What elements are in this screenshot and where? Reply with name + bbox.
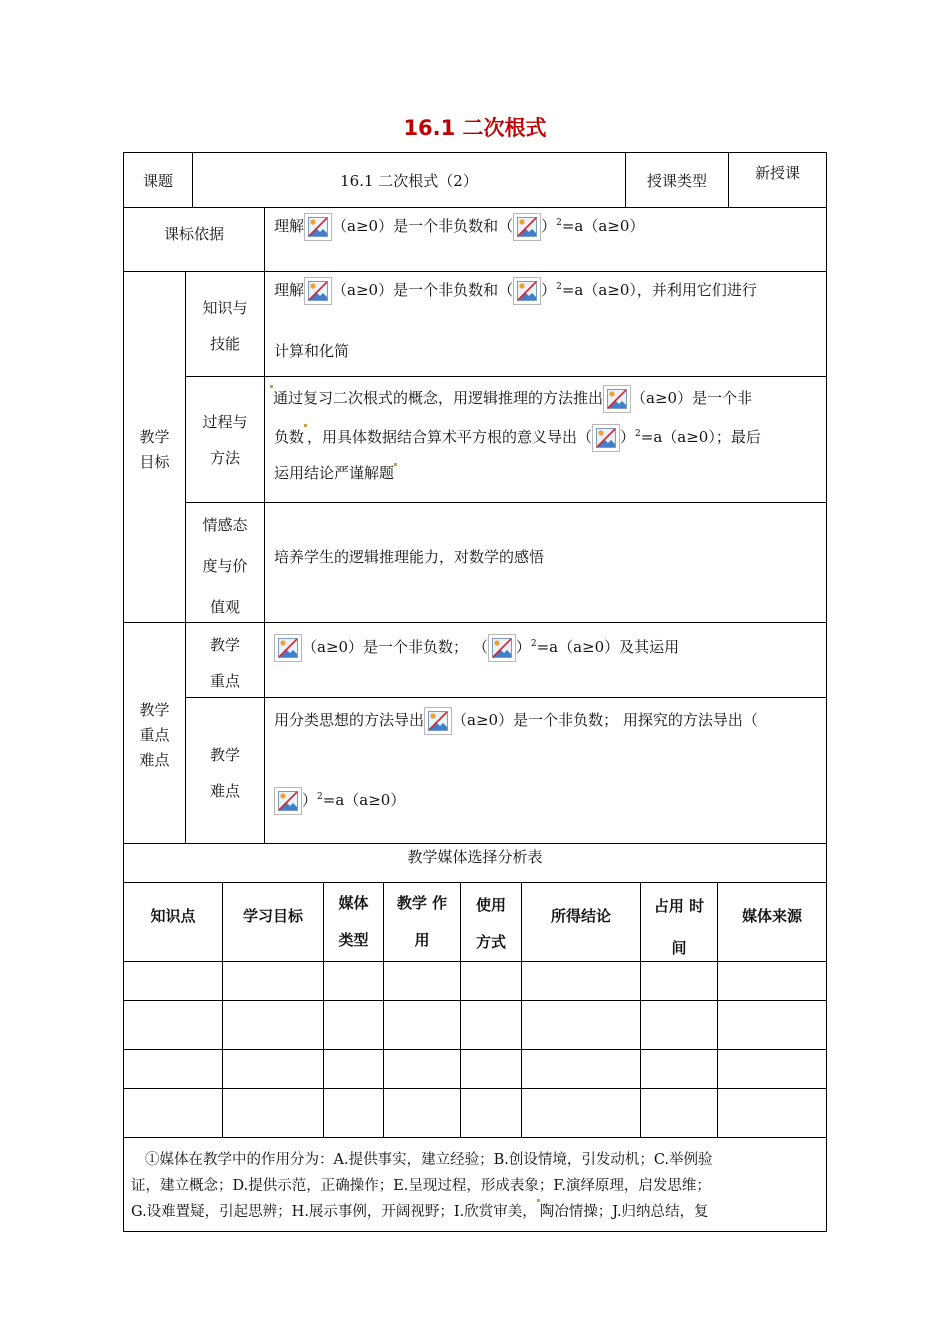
basis-text [274,213,644,241]
difficult-exponent: 2 [317,792,323,802]
table-cell [323,1049,384,1089]
key-exponent: 2 [530,639,537,649]
anchor-mark-icon [304,424,307,427]
header-type-b: 类型 [338,931,369,949]
footnote-line-1: ①媒体在教学中的作用分为：A.提供事实，建立经验；B.创设情境，引发动机；C.举例验 [145,1152,713,1168]
knowledge-text-b: （a≥0）是一个非负数和（ [332,281,514,299]
process-label-a: 过程与 [202,413,248,431]
header-conclusion: 所得结论 [550,907,611,925]
keypoints-label-a: 教学 [139,701,170,719]
header-usage-b: 方式 [475,933,506,951]
table-cell [640,1088,718,1138]
knowledge-label-b: 技能 [209,335,240,353]
difficult-label-a: 教学 [209,746,240,764]
table-cell [717,1000,827,1050]
footnote-line-2: 证，建立概念；D.提供示范，正确操作；E.呈现过程，形成表象；F.演绎原理，启发思维； [131,1178,711,1194]
header-knowledge: 知识点 [150,907,196,925]
basis-text-d: =a（a≥0） [561,217,645,235]
table-cell [383,961,461,1001]
key-label [185,627,265,699]
table-cell [717,1088,827,1138]
basis-text-c: ） [541,217,557,235]
process-exponent: 2 [635,429,641,439]
table-cell [323,1000,384,1050]
table-cell [123,1000,223,1050]
knowledge-text-c: ） [541,281,557,299]
header-role-a: 教学 作 [396,894,448,912]
table-cell [383,1000,461,1050]
media-title: 教学媒体选择分析表 [407,848,543,866]
table-cell [383,1049,461,1089]
knowledge-label-a: 知识与 [202,299,248,317]
knowledge-line-1 [274,277,757,305]
topic-label: 课题 [142,172,173,190]
difficult-text-d: =a（a≥0） [322,791,406,809]
header-usage [460,887,522,961]
process-text-b: （a≥0）是一个非 [631,389,753,407]
table-cell [222,1049,324,1089]
knowledge-text-d: =a（a≥0），并利用它们进行 [561,281,757,299]
knowledge-exponent: 2 [556,282,562,292]
header-role [383,885,461,959]
anchor-mark-icon [394,463,397,466]
key-label-b: 重点 [209,672,240,690]
table-cell [717,1049,827,1089]
table-cell [460,1088,522,1138]
header-goal: 学习目标 [242,907,303,925]
process-text-e: ） [620,428,636,446]
anchor-mark-icon [537,1199,540,1202]
table-cell [123,1049,223,1089]
table-cell [521,1000,641,1050]
table-cell [222,961,324,1001]
knowledge-text-a: 理解 [274,281,305,299]
table-cell [222,1000,324,1050]
process-line-2 [274,424,761,452]
type-label: 授课类型 [646,172,707,190]
table-cell [123,961,223,1001]
emotion-label [185,505,265,628]
footnote-line-3b: 陶冶情操；J.归纳总结，复 [539,1204,709,1220]
header-type-a: 媒体 [338,894,369,912]
header-usage-a: 使用 [475,896,506,914]
type-value: 新授课 [754,164,800,182]
keypoints-label-c: 难点 [139,751,170,769]
header-time-b: 间 [671,939,687,957]
knowledge-line-2: 计算和化简 [274,342,350,360]
process-line-3 [274,463,397,483]
basis-label: 课标依据 [163,225,224,243]
anchor-mark-icon [270,385,273,388]
difficult-text-b: （a≥0）是一个非负数； 用探究的方法导出（ [452,711,758,729]
footnote-line-3a: G.设难置疑，引起思辨；H.展示事例，开阔视野；I.欣赏审美， [131,1204,537,1220]
header-role-b: 用 [414,931,430,949]
header-time-a: 占用 时 [653,897,705,915]
process-label [185,404,265,476]
key-label-a: 教学 [209,636,240,654]
difficult-text-c: ） [302,791,318,809]
emotion-text: 培养学生的逻辑推理能力，对数学的感悟 [274,548,545,566]
process-text-f: =a（a≥0）；最后 [640,428,761,446]
table-cell [460,1000,522,1050]
topic-value: 16.1 二次根式（2） [340,172,478,190]
key-text-a: （a≥0）是一个非负数； （ [302,638,488,656]
broken-image-icon [274,787,302,815]
table-cell [640,1000,718,1050]
goals-label-a: 教学 [139,428,170,446]
table-cell [521,1088,641,1138]
broken-image-icon [603,385,631,413]
key-text [274,634,679,662]
table-cell [717,961,827,1001]
table-cell [460,1049,522,1089]
process-label-b: 方法 [209,449,240,467]
table-cell [383,1088,461,1138]
table-cell [323,1088,384,1138]
basis-exponent: 2 [556,218,562,228]
header-type [323,885,384,959]
emotion-label-a: 情感态 [202,516,248,534]
header-source: 媒体来源 [741,907,802,925]
difficult-text-a: 用分类思想的方法导出 [274,711,425,729]
keypoints-label-b: 重点 [139,726,170,744]
difficult-label-b: 难点 [209,782,240,800]
broken-image-icon [424,707,452,735]
table-cell [323,961,384,1001]
document-title: 16.1 二次根式 [403,116,547,140]
emotion-label-c: 值观 [209,598,240,616]
table-cell [123,1088,223,1138]
process-text-c: 负数 [274,428,305,446]
table-cell [521,1049,641,1089]
difficult-line-1 [274,707,758,735]
knowledge-label [185,290,265,362]
basis-text-b: （a≥0）是一个非负数和（ [332,217,514,235]
broken-image-icon [592,424,620,452]
table-cell [521,961,641,1001]
table-cell [222,1088,324,1138]
table-cell [460,961,522,1001]
table-cell [640,961,718,1001]
broken-image-icon [513,213,541,241]
keypoints-label [123,698,186,773]
difficult-label [185,737,265,809]
header-time [640,885,718,969]
process-text-g: 运用结论严谨解题 [274,464,395,482]
process-line-1 [270,385,752,413]
process-text-a: 通过复习二次根式的概念，用逻辑推理的方法推出 [273,389,604,407]
basis-text-a: 理解 [274,217,305,235]
broken-image-icon [488,634,516,662]
footnote-line-3 [131,1199,819,1226]
broken-image-icon [304,213,332,241]
table-cell [640,1049,718,1089]
broken-image-icon [274,634,302,662]
difficult-line-2 [274,787,405,815]
broken-image-icon [513,277,541,305]
emotion-label-b: 度与价 [202,557,248,575]
goals-label-b: 目标 [139,453,170,471]
goals-label [123,425,186,475]
broken-image-icon [304,277,332,305]
key-text-b: ） [515,638,531,656]
key-text-c: =a（a≥0）及其运用 [536,638,680,656]
process-text-d: ，用具体数据结合算术平方根的意义导出（ [307,428,593,446]
